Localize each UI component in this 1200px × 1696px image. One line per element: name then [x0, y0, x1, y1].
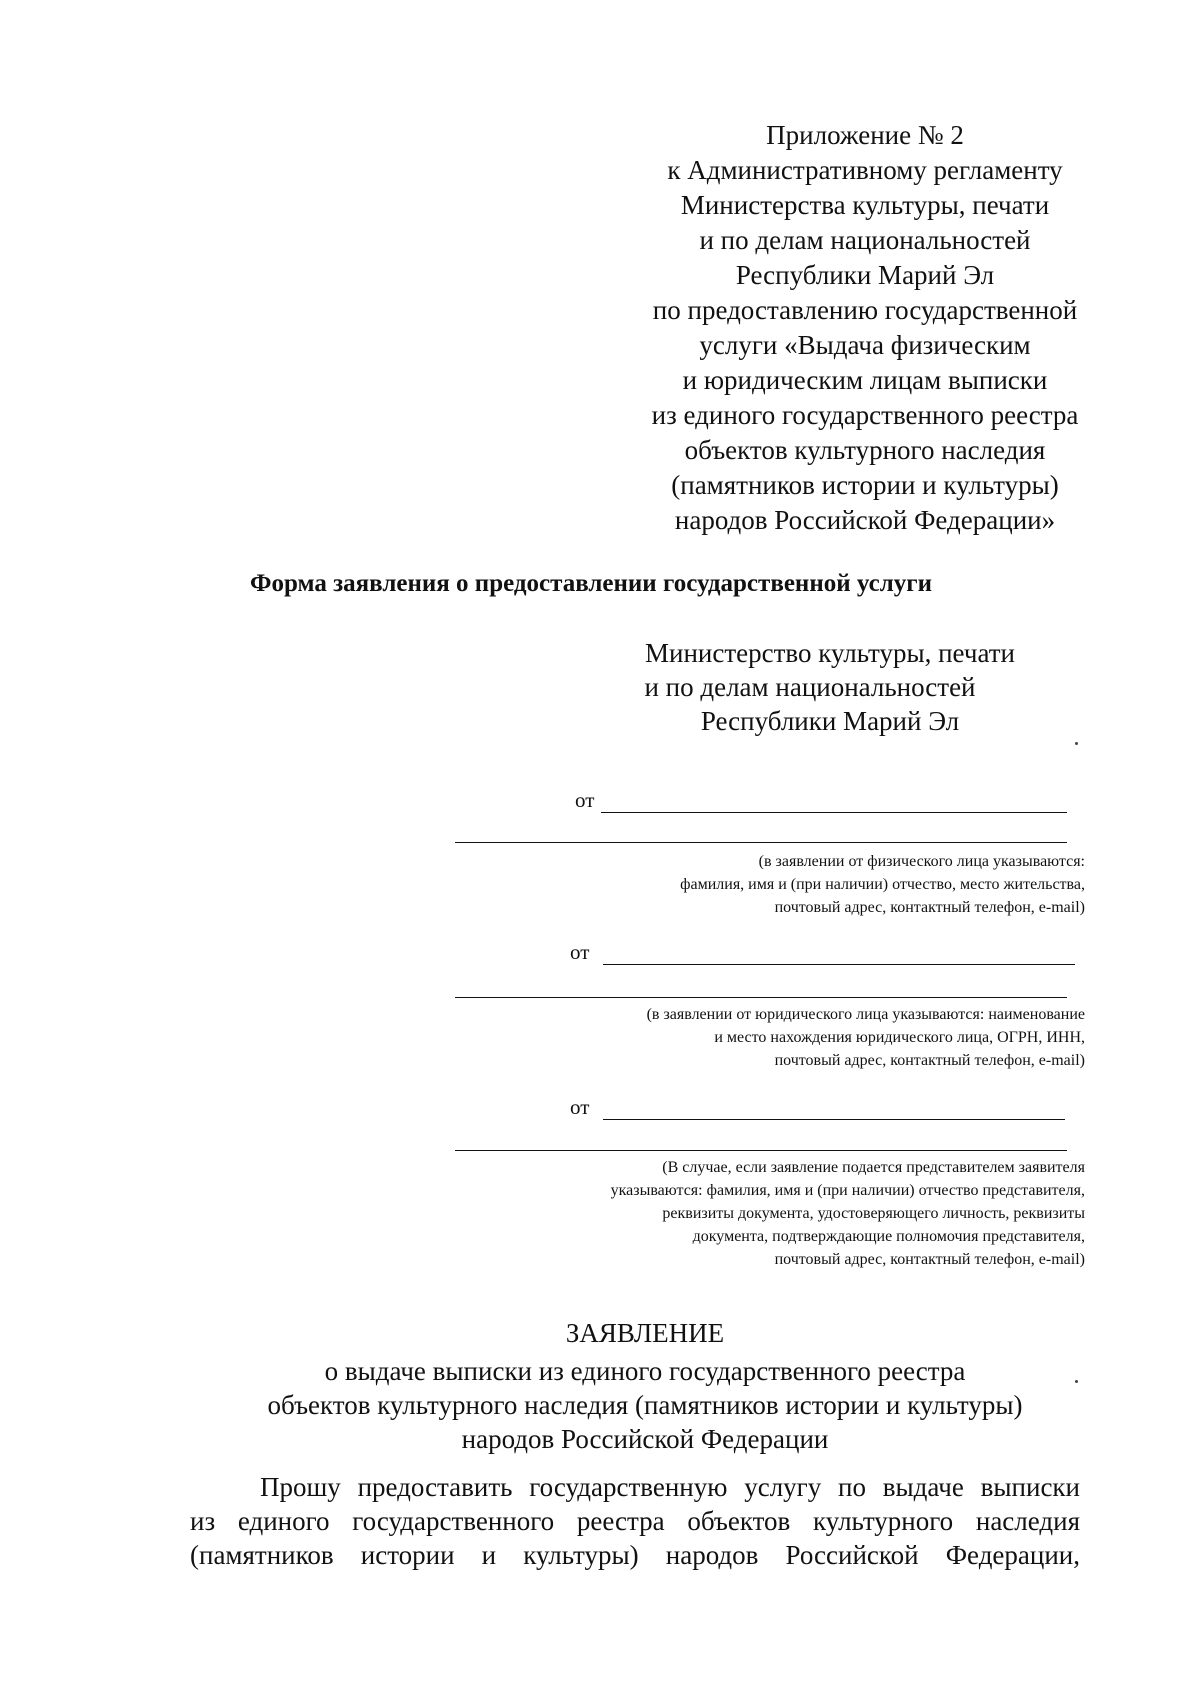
addressee-line: Республики Марий Эл	[700, 706, 960, 736]
statement-body	[190, 1470, 1080, 1572]
appendix-line: услуги «Выдача физическим	[699, 330, 1031, 360]
form-title: Форма заявления о предоставлении государственной услуги	[250, 570, 932, 597]
legal-entity-note	[647, 1003, 1085, 1072]
appendix-line: (памятников истории и культуры)	[671, 470, 1059, 500]
appendix-line: по предоставлению государственной	[652, 295, 1078, 325]
continuation-fill-line[interactable]	[455, 842, 1067, 843]
appendix-line: народов Российской Федерации»	[674, 505, 1056, 535]
representative-note	[611, 1156, 1085, 1271]
note-line: (в заявлении от физического лица указываются:	[758, 853, 1085, 870]
note-line: реквизиты документа, удостоверяющего личность, реквизиты	[662, 1205, 1085, 1222]
appendix-line: Министерства культуры, печати	[680, 190, 1050, 220]
from-fill-line[interactable]	[603, 964, 1075, 965]
note-line: и место нахождения юридического лица, ОГРН, ИНН,	[714, 1029, 1085, 1046]
note-line: фамилия, имя и (при наличии) отчество, место жительства,	[680, 876, 1085, 893]
note-line: (в заявлении от юридического лица указываются: наименование	[646, 1006, 1085, 1023]
statement-subtitle-line: о выдаче выписки из единого государственного реестра	[324, 1356, 966, 1386]
scan-speck	[1075, 742, 1078, 745]
statement-subtitle-line: объектов культурного наследия (памятников истории и культуры)	[267, 1390, 1023, 1420]
note-line: (В случае, если заявление подается представителем заявителя	[662, 1159, 1085, 1176]
body-line: (памятников истории и культуры) народов Российской Федерации,	[190, 1540, 1080, 1570]
note-line: почтовый адрес, контактный телефон, e-mail)	[774, 899, 1085, 916]
appendix-line: из единого государственного реестра	[651, 400, 1079, 430]
note-line: указываются: фамилия, имя и (при наличии) отчество представителя,	[610, 1182, 1085, 1199]
applicant-legal-entity-block	[455, 940, 1095, 1090]
note-line: почтовый адрес, контактный телефон, e-mail)	[774, 1251, 1085, 1268]
appendix-line: Приложение № 2	[766, 120, 964, 150]
from-label: от	[575, 788, 595, 812]
applicant-individual-block	[455, 788, 1095, 938]
appendix-line: и юридическим лицам выписки	[682, 365, 1048, 395]
appendix-header	[630, 118, 1100, 538]
appendix-line: объектов культурного наследия	[684, 435, 1046, 465]
continuation-fill-line[interactable]	[455, 1150, 1067, 1151]
appendix-line: и по делам национальностей	[699, 225, 1031, 255]
from-row	[455, 940, 1095, 970]
from-fill-line[interactable]	[601, 812, 1067, 813]
from-row	[455, 1095, 1095, 1125]
note-line: документа, подтверждающие полномочия представителя,	[692, 1228, 1085, 1245]
from-label: от	[570, 940, 590, 964]
appendix-line: Республики Марий Эл	[735, 260, 995, 290]
continuation-fill-line[interactable]	[455, 997, 1067, 998]
statement-title-block	[220, 1316, 1070, 1456]
applicant-representative-block	[455, 1095, 1095, 1295]
scan-speck	[1075, 1380, 1078, 1383]
individual-note	[680, 850, 1085, 919]
note-line: почтовый адрес, контактный телефон, e-mail)	[774, 1052, 1085, 1069]
body-line: Прошу предоставить государственную услугу по выдаче выписки	[260, 1472, 1080, 1502]
statement-heading: ЗАЯВЛЕНИЕ	[565, 1318, 725, 1348]
from-fill-line[interactable]	[603, 1119, 1065, 1120]
statement-subtitle-line: народов Российской Федерации	[461, 1424, 829, 1454]
appendix-line: к Административному регламенту	[667, 155, 1063, 185]
addressee-block	[600, 636, 1060, 738]
from-row	[455, 788, 1095, 818]
addressee-line: Министерство культуры, печати	[645, 638, 1015, 668]
from-label: от	[570, 1095, 590, 1119]
body-line: из единого государственного реестра объектов культурного наследия	[190, 1506, 1080, 1536]
addressee-line: и по делам национальностей	[644, 672, 976, 702]
